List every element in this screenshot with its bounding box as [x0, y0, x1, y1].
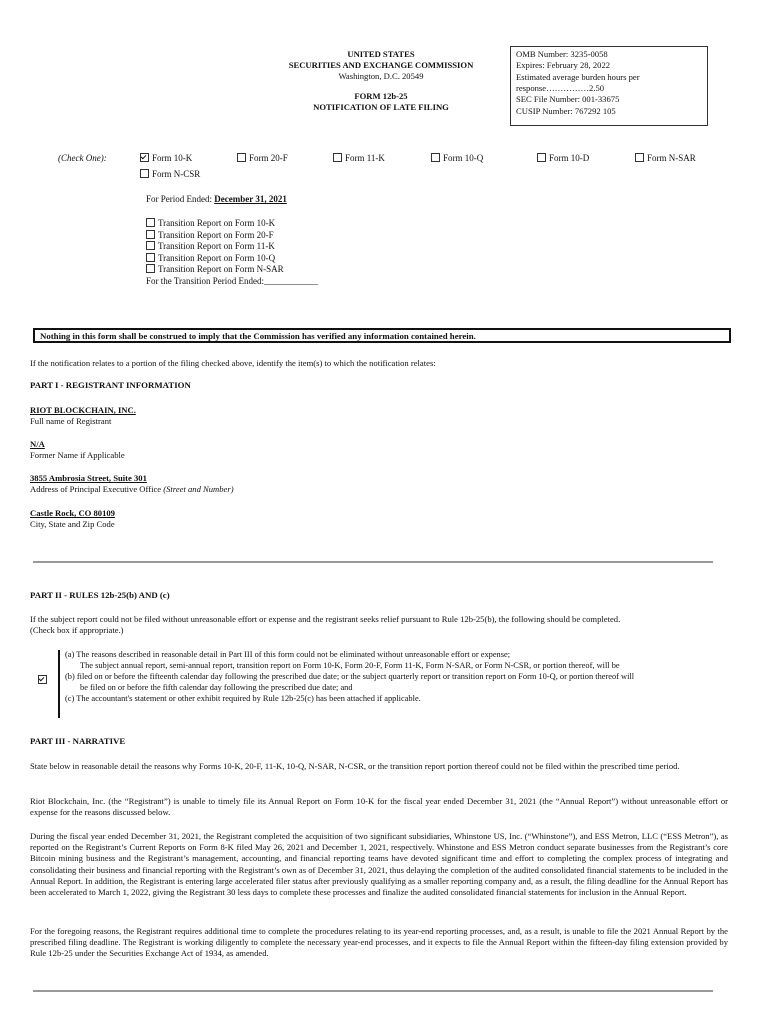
rule-c: (c) The accountant's statement or other exhibit required by Rule 12b-25(c) has been attached if applicable. [65, 693, 421, 703]
form-title: NOTIFICATION OF LATE FILING [313, 102, 449, 113]
option-form-10q[interactable]: Form 10-Q [431, 153, 483, 165]
checkbox-icon[interactable] [146, 241, 155, 250]
part2-intro: If the subject report could not be filed without unreasonable effort or expense and the registrant seeks relief pursuant to Rule 12b-25(b), the following should be completed. (Check box if appropriate.) [30, 614, 621, 636]
omb-number: OMB Number: 3235-0058 [516, 49, 608, 59]
narrative-p2: Riot Blockchain, Inc. (the “Registrant”) is unable to timely file its Annual Report on Form 10-K for the fiscal year ended December 31, 2021 (the “Annual Report”) without unreasonable effort or expense for the reasons discussed below. [30, 796, 728, 818]
transition-item[interactable]: Transition Report on Form 10-K [146, 218, 318, 230]
agency-line2: SECURITIES AND EXCHANGE COMMISSION [288, 59, 474, 70]
rule-b-line1: The subject annual report, semi-annual report, transition report on Form 10-K, Form 20-F, Form 11-K, Form N-SAR, or Form N-CSR, or portion thereof, will be [80, 660, 620, 670]
former-name-label: Former Name if Applicable [30, 450, 125, 461]
transition-period-blank[interactable]: ____________ [264, 275, 319, 286]
checkbox-icon[interactable] [431, 153, 440, 162]
address-label: Address of Principal Executive Office (Street and Number) [30, 484, 234, 495]
option-form-11k[interactable]: Form 11-K [333, 153, 385, 165]
checkbox-icon[interactable] [146, 253, 155, 262]
period-label: For Period Ended: [146, 194, 212, 204]
checkbox-icon[interactable] [146, 230, 155, 239]
checkbox-icon[interactable] [146, 264, 155, 273]
checkbox-icon[interactable] [140, 169, 149, 178]
registrant-city: Castle Rock, CO 80109 [30, 508, 115, 518]
rules-bracket [58, 650, 63, 718]
checkbox-icon[interactable] [146, 218, 155, 227]
transition-period: For the Transition Period Ended:____________ [146, 275, 319, 286]
omb-burden-2: response……………2.50 [516, 83, 605, 94]
rule-12b25b-checkbox[interactable] [38, 675, 50, 687]
checkbox-icon[interactable] [333, 153, 342, 162]
transition-item[interactable]: Transition Report on Form 20-F [146, 230, 318, 242]
form-header [270, 49, 492, 113]
commission-notice: Nothing in this form shall be construed to imply that the Commission has verified any information contained herein. [33, 328, 731, 343]
check-one-label: (Check One): [58, 153, 107, 163]
checkbox-icon[interactable] [237, 153, 246, 162]
transition-item[interactable]: Transition Report on Form 11-K [146, 241, 318, 253]
form-name: FORM 12b-25 [354, 91, 408, 102]
checkbox-checked-icon[interactable] [140, 153, 149, 162]
city-block [30, 508, 115, 530]
omb-burden-1: Estimated average burden hours per [516, 71, 640, 82]
option-form-10d[interactable]: Form 10-D [537, 153, 589, 165]
registrant-name-block [30, 405, 136, 427]
agency-line1: UNITED STATES [347, 49, 415, 59]
relates-text: If the notification relates to a portion of the filing checked above, identify the item(s) to which the notification relates: [30, 358, 436, 368]
option-form-ncsr[interactable]: Form N-CSR [140, 169, 200, 181]
rule-b-line3: be filed on or before the fifth calendar day following the prescribed due date; and [80, 682, 353, 692]
transition-item[interactable]: Transition Report on Form N-SAR [146, 264, 318, 276]
registrant-address: 3855 Ambrosia Street, Suite 301 [30, 473, 147, 483]
rule-a: (a) The reasons described in reasonable detail in Part III of this form could not be eliminated without unreasonable effort or expense; [65, 650, 511, 659]
section-divider [33, 561, 713, 563]
part3-title: PART III - NARRATIVE [30, 736, 126, 746]
cusip-number: CUSIP Number: 767292 105 [516, 105, 616, 116]
period-ended [146, 194, 287, 206]
former-name-block [30, 439, 125, 461]
rules-list [65, 650, 735, 705]
former-name: N/A [30, 439, 45, 449]
sec-file-number: SEC File Number: 001-33675 [516, 94, 620, 105]
section-divider [33, 990, 713, 992]
narrative-p1: State below in reasonable detail the reasons why Forms 10-K, 20-F, 11-K, 10-Q, N-SAR, N-CSR, or the transition report portion thereof could not be filed within the prescribed time period. [30, 761, 680, 771]
city-label: City, State and Zip Code [30, 519, 115, 530]
omb-expires: Expires: February 28, 2022 [516, 60, 611, 71]
narrative-p4: For the foregoing reasons, the Registrant requires additional time to complete the procedures relating to its year-end reporting processes, and, as a result, is unable to file the 2021 Annual Report by the prescribed filing deadline. The Registrant is working diligently to complete the necessary year-end processes, and it expects to file the Annual Report within the fifteen-day filing extension provided by Rule 12b-25 under the Securities Exchange Act of 1934, as amended. [30, 926, 728, 959]
rule-b-line2: (b) filed on or before the fifteenth calendar day following the prescribed due date; or the subject quarterly report or transition report on Form 10-Q, or portion thereof will [65, 671, 635, 681]
part1-title: PART I - REGISTRANT INFORMATION [30, 380, 191, 390]
checkbox-checked-icon[interactable] [38, 675, 47, 684]
transition-item[interactable]: Transition Report on Form 10-Q [146, 253, 318, 265]
registrant-name: RIOT BLOCKCHAIN, INC. [30, 405, 136, 415]
form-type-options [0, 153, 770, 165]
checkbox-icon[interactable] [635, 153, 644, 162]
option-form-nsar[interactable]: Form N-SAR [635, 153, 696, 165]
option-form-20f[interactable]: Form 20-F [237, 153, 288, 165]
address-block [30, 473, 234, 495]
part2-title: PART II - RULES 12b-25(b) AND (c) [30, 590, 170, 600]
omb-box [510, 46, 708, 126]
transition-list [146, 218, 318, 287]
option-form-10k[interactable]: Form 10-K [140, 153, 192, 165]
agency-address: Washington, D.C. 20549 [338, 70, 424, 81]
checkbox-icon[interactable] [537, 153, 546, 162]
registrant-name-label: Full name of Registrant [30, 416, 112, 427]
period-value: December 31, 2021 [214, 194, 287, 204]
narrative-p3: During the fiscal year ended December 31, 2021, the Registrant completed the acquisition of two significant subsidiaries, Whinstone US, Inc. (“Whinstone”), and ESS Metron, LLC (“ESS Metron”), as reported on the Registrant’s Current Reports on Form 8-K filed May 26, 2021 and December 1, 2021, respectively. Whinstone and ESS Metron conduct separate businesses from the Registrant’s core Bitcoin mining business and the Registrant’s management, accounting, and financial reporting teams have devoted significant time and effort to completing the complex process of integrating and consolidating their business and financial reporting with the Registrant’s own as of December 31, 2021, thus delaying the completion of the audited consolidated financial statements to be included in the Annual Report. In addition, the Registrant is entering large accelerated filer status after previously qualifying as a smaller reporting company and, as a result, the filing deadline for the Annual Report has been accelerated to March 1, 2022, giving the Registrant 30 less days to complete these processes and finalize the audited consolidated financial statements for inclusion in the Annual Report. [30, 831, 728, 897]
